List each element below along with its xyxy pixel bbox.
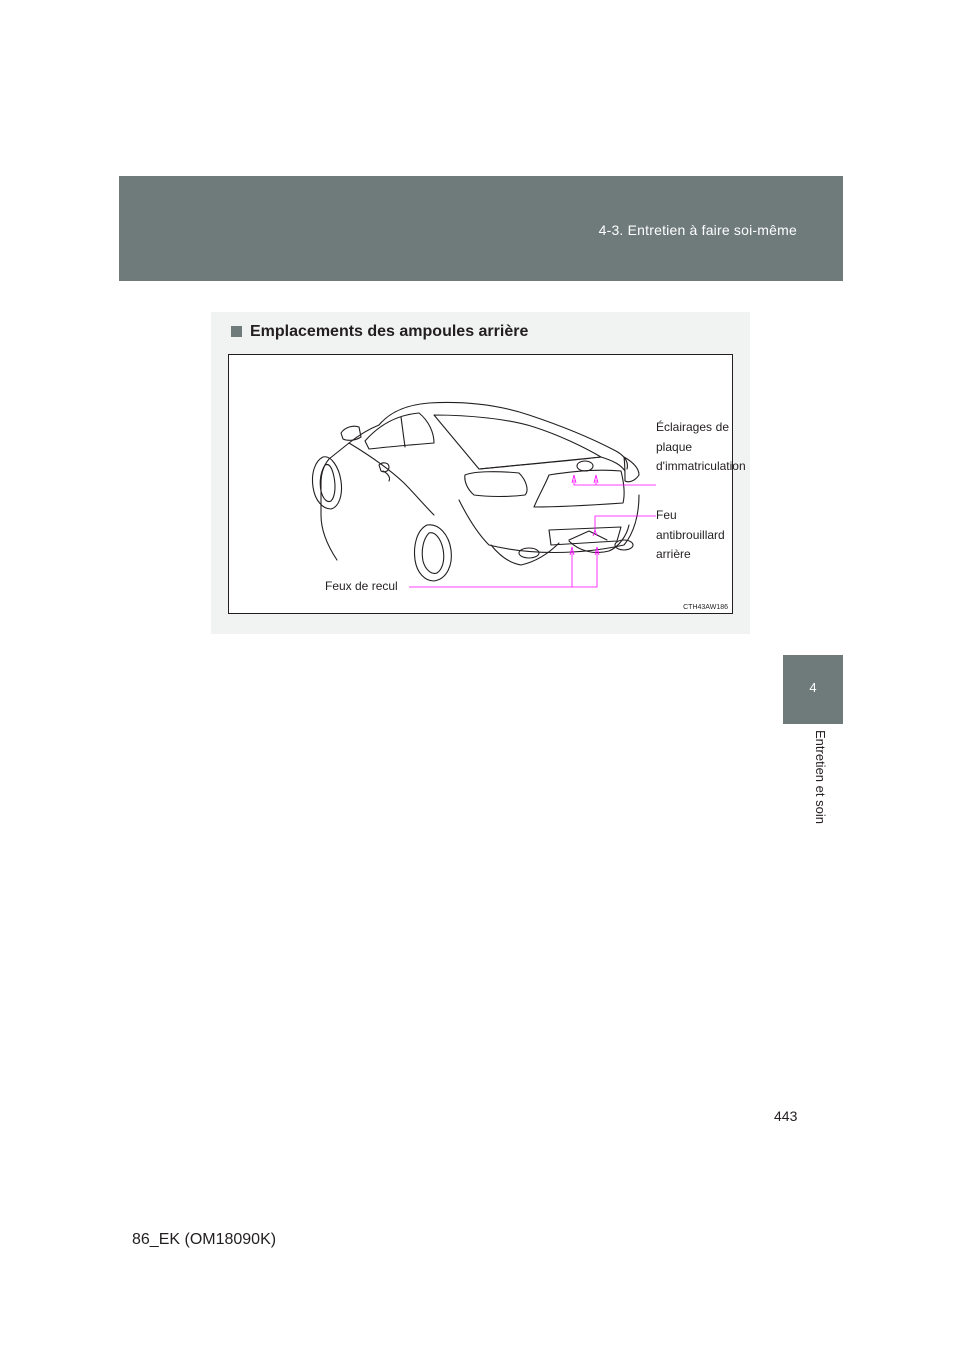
chapter-tab-label-container xyxy=(803,730,828,840)
section-title: 4-3. Entretien à faire soi-même xyxy=(598,222,797,238)
backup-lights-label: Feux de recul xyxy=(325,579,398,593)
square-bullet-icon xyxy=(231,326,242,337)
chapter-number: 4 xyxy=(809,680,817,695)
figure-code: CTH43AW186 xyxy=(683,604,728,611)
section-heading-text: Emplacements des ampoules arrière xyxy=(250,323,529,340)
document-code: 86_EK (OM18090K) xyxy=(132,1231,277,1248)
rear-bulb-figure xyxy=(228,354,746,614)
chapter-header-band xyxy=(119,176,843,281)
chapter-tab-label: Entretien et soin xyxy=(813,730,828,824)
car-rear-illustration xyxy=(229,355,746,613)
page-number: 443 xyxy=(774,1108,798,1124)
rear-fog-light-label: Feu antibrouillard arrière xyxy=(656,508,725,561)
license-plate-lights-label: Éclairages de plaque d'immatriculation xyxy=(656,420,746,473)
section-panel xyxy=(211,312,750,634)
car-outline xyxy=(312,403,639,582)
leader-lines xyxy=(409,475,656,587)
chapter-tab xyxy=(783,655,843,724)
section-heading xyxy=(231,323,528,341)
